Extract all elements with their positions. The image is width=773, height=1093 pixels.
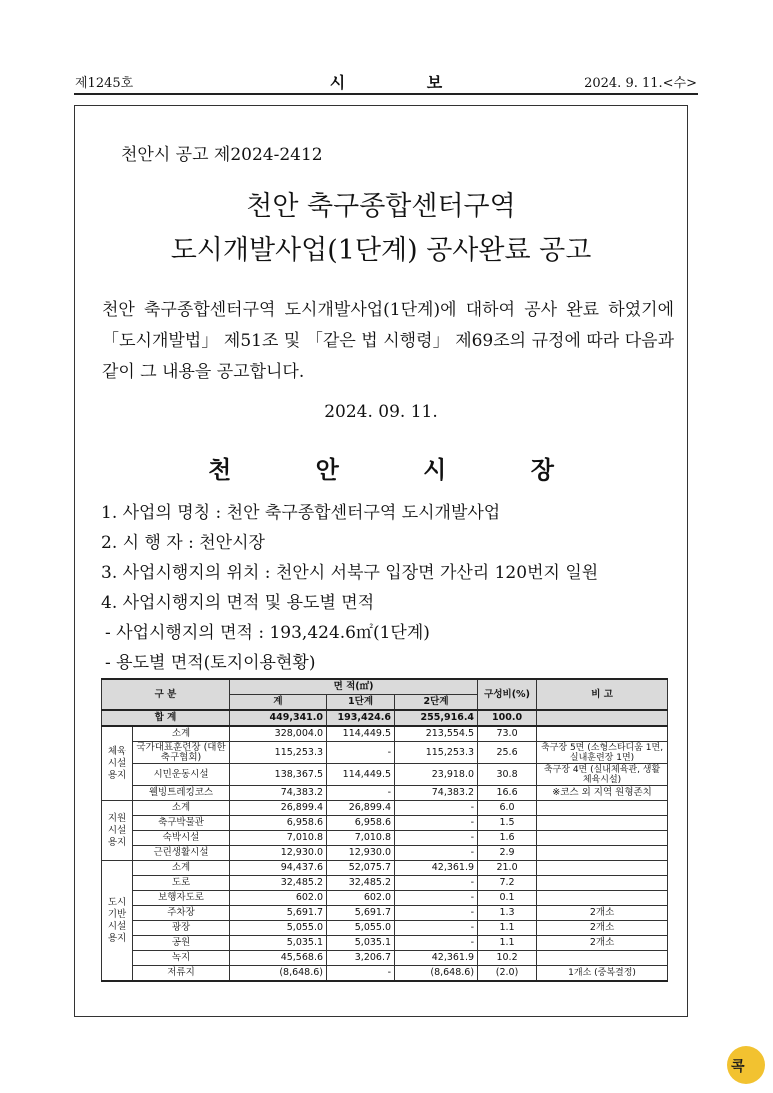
row-remarks <box>537 801 668 816</box>
row-name: 저류지 <box>133 966 230 982</box>
row-total: 12,930.0 <box>230 846 327 861</box>
group-label: 지원시설용지 <box>102 801 133 861</box>
row-total: 74,383.2 <box>230 786 327 801</box>
row-phase2: 42,361.9 <box>395 861 478 876</box>
row-phase2: - <box>395 891 478 906</box>
table-row <box>102 906 668 921</box>
total-sum: 449,341.0 <box>230 710 327 726</box>
row-remarks <box>537 891 668 906</box>
header-ratio: 구성비(%) <box>478 679 537 710</box>
row-phase2: - <box>395 876 478 891</box>
row-phase2: - <box>395 921 478 936</box>
row-ratio: 1.1 <box>478 921 537 936</box>
row-remarks <box>537 726 668 742</box>
table-row <box>102 846 668 861</box>
row-remarks <box>537 846 668 861</box>
row-phase1: 6,958.6 <box>327 816 395 831</box>
issue-number: 제1245호 <box>75 76 134 91</box>
row-phase1: 114,449.5 <box>327 764 395 786</box>
row-remarks <box>537 861 668 876</box>
header-rule <box>74 93 698 95</box>
row-remarks: 2개소 <box>537 921 668 936</box>
row-phase2: 23,918.0 <box>395 764 478 786</box>
row-total: 7,010.8 <box>230 831 327 846</box>
notice-title-line1: 천안 축구종합센터구역 <box>246 191 516 222</box>
row-remarks: 1개소 (중복결정) <box>537 966 668 982</box>
table-row <box>102 801 668 816</box>
row-name: 도로 <box>133 876 230 891</box>
bulletin-title: 시 보 <box>329 73 481 92</box>
row-phase2: 42,361.9 <box>395 951 478 966</box>
logo-text: 콕 <box>731 1059 745 1075</box>
table-row <box>102 786 668 801</box>
row-phase1: 5,035.1 <box>327 936 395 951</box>
header-category: 구 분 <box>102 679 230 710</box>
list-item: 4. 사업시행지의 면적 및 용도별 면적 <box>101 593 375 613</box>
signer: 천 안 시 장 <box>208 455 592 484</box>
row-total: 32,485.2 <box>230 876 327 891</box>
table-row <box>102 726 668 742</box>
row-total: 94,437.6 <box>230 861 327 876</box>
row-phase2: - <box>395 906 478 921</box>
row-remarks <box>537 876 668 891</box>
table-row <box>102 936 668 951</box>
row-phase2: 74,383.2 <box>395 786 478 801</box>
row-remarks: 축구장 5면 (소형스타디움 1면, 실내훈련장 1면) <box>537 742 668 764</box>
header-phase1: 1단계 <box>327 695 395 711</box>
notice-number: 천안시 공고 제2024-2412 <box>121 145 323 165</box>
row-remarks: 2개소 <box>537 936 668 951</box>
row-phase2: - <box>395 846 478 861</box>
row-phase1: 114,449.5 <box>327 726 395 742</box>
notice-title-line2: 도시개발사업(1단계) 공사완료 공고 <box>170 235 592 266</box>
row-remarks: 2개소 <box>537 906 668 921</box>
row-phase1: 5,691.7 <box>327 906 395 921</box>
total-phase2: 255,916.4 <box>395 710 478 726</box>
header-phase2: 2단계 <box>395 695 478 711</box>
row-ratio: 10.2 <box>478 951 537 966</box>
row-phase1: - <box>327 966 395 982</box>
row-ratio: 73.0 <box>478 726 537 742</box>
row-phase2: 115,253.3 <box>395 742 478 764</box>
row-total: 5,035.1 <box>230 936 327 951</box>
row-remarks <box>537 951 668 966</box>
row-phase1: 12,930.0 <box>327 846 395 861</box>
row-total: 6,958.6 <box>230 816 327 831</box>
row-total: (8,648.6) <box>230 966 327 982</box>
row-phase2: - <box>395 816 478 831</box>
row-name: 소계 <box>133 801 230 816</box>
table-row <box>102 891 668 906</box>
row-remarks: ※코스 외 지역 원형존치 <box>537 786 668 801</box>
row-ratio: 6.0 <box>478 801 537 816</box>
group-label: 도시기반시설용지 <box>102 861 133 982</box>
row-total: 115,253.3 <box>230 742 327 764</box>
row-ratio: 1.6 <box>478 831 537 846</box>
row-total: 45,568.6 <box>230 951 327 966</box>
row-phase1: 3,206.7 <box>327 951 395 966</box>
total-remarks <box>537 710 668 726</box>
row-name: 광장 <box>133 921 230 936</box>
row-total: 5,055.0 <box>230 921 327 936</box>
row-phase1: 52,075.7 <box>327 861 395 876</box>
row-remarks <box>537 816 668 831</box>
row-phase1: 602.0 <box>327 891 395 906</box>
land-use-table <box>101 678 668 982</box>
table-row <box>102 921 668 936</box>
list-item: 2. 시 행 자 : 천안시장 <box>101 533 265 553</box>
row-name: 보행자도로 <box>133 891 230 906</box>
table-row <box>102 861 668 876</box>
row-remarks: 축구장 4면 (실내체육관, 생활체육시설) <box>537 764 668 786</box>
row-ratio: 0.1 <box>478 891 537 906</box>
header-remarks: 비 고 <box>537 679 668 710</box>
item-list <box>101 500 691 680</box>
row-phase2: (8,648.6) <box>395 966 478 982</box>
row-name: 축구박물관 <box>133 816 230 831</box>
group-label: 체육시설용지 <box>102 726 133 801</box>
row-total: 5,691.7 <box>230 906 327 921</box>
table-row <box>102 764 668 786</box>
row-name: 웰빙트레킹코스 <box>133 786 230 801</box>
table-row <box>102 816 668 831</box>
header-area: 면 적(㎡) <box>230 679 478 695</box>
row-name: 숙박시설 <box>133 831 230 846</box>
row-ratio: 30.8 <box>478 764 537 786</box>
row-phase2: - <box>395 801 478 816</box>
table-row <box>102 966 668 982</box>
row-phase1: 32,485.2 <box>327 876 395 891</box>
row-phase1: 7,010.8 <box>327 831 395 846</box>
row-name: 녹지 <box>133 951 230 966</box>
row-remarks <box>537 831 668 846</box>
list-item: - 사업시행지의 면적 : 193,424.6㎡(1단계) <box>105 623 430 643</box>
row-phase2: 213,554.5 <box>395 726 478 742</box>
total-label: 합 계 <box>102 710 230 726</box>
row-ratio: 25.6 <box>478 742 537 764</box>
row-ratio: 1.5 <box>478 816 537 831</box>
row-phase1: 26,899.4 <box>327 801 395 816</box>
notice-body: 천안 축구종합센터구역 도시개발사업(1단계)에 대하여 공사 완료 하였기에 「도시개발법」 제51조 및 「같은 법 시행령」 제69조의 규정에 따라 다음과 같이 그 내용을 공고합니다. <box>102 300 674 382</box>
row-name: 주차장 <box>133 906 230 921</box>
row-ratio: 1.1 <box>478 936 537 951</box>
row-phase2: - <box>395 936 478 951</box>
page-header <box>75 72 697 92</box>
row-name: 국가대표훈련장 (대한축구협회) <box>133 742 230 764</box>
table-row <box>102 742 668 764</box>
total-ratio: 100.0 <box>478 710 537 726</box>
table-row <box>102 951 668 966</box>
row-name: 시민운동시설 <box>133 764 230 786</box>
row-phase1: - <box>327 742 395 764</box>
row-ratio: 2.9 <box>478 846 537 861</box>
row-total: 26,899.4 <box>230 801 327 816</box>
row-name: 근린생활시설 <box>133 846 230 861</box>
row-ratio: 7.2 <box>478 876 537 891</box>
list-item: 1. 사업의 명칭 : 천안 축구종합센터구역 도시개발사업 <box>101 503 501 523</box>
row-name: 소계 <box>133 861 230 876</box>
row-ratio: 1.3 <box>478 906 537 921</box>
table-row-total <box>102 710 668 726</box>
row-phase2: - <box>395 831 478 846</box>
table-row <box>102 876 668 891</box>
table-row <box>102 831 668 846</box>
notice-date: 2024. 09. 11. <box>324 402 438 422</box>
row-ratio: 16.6 <box>478 786 537 801</box>
row-phase1: 5,055.0 <box>327 921 395 936</box>
row-name: 공원 <box>133 936 230 951</box>
issue-date: 2024. 9. 11.<수> <box>584 76 697 91</box>
row-total: 328,004.0 <box>230 726 327 742</box>
row-name: 소계 <box>133 726 230 742</box>
list-item: 3. 사업시행지의 위치 : 천안시 서북구 입장면 가산리 120번지 일원 <box>101 563 599 583</box>
row-ratio: 21.0 <box>478 861 537 876</box>
row-total: 602.0 <box>230 891 327 906</box>
list-item: - 용도별 면적(토지이용현황) <box>105 653 316 673</box>
total-phase1: 193,424.6 <box>327 710 395 726</box>
row-phase1: - <box>327 786 395 801</box>
brand-logo <box>727 1046 765 1084</box>
header-total: 계 <box>230 695 327 711</box>
row-total: 138,367.5 <box>230 764 327 786</box>
row-ratio: (2.0) <box>478 966 537 982</box>
